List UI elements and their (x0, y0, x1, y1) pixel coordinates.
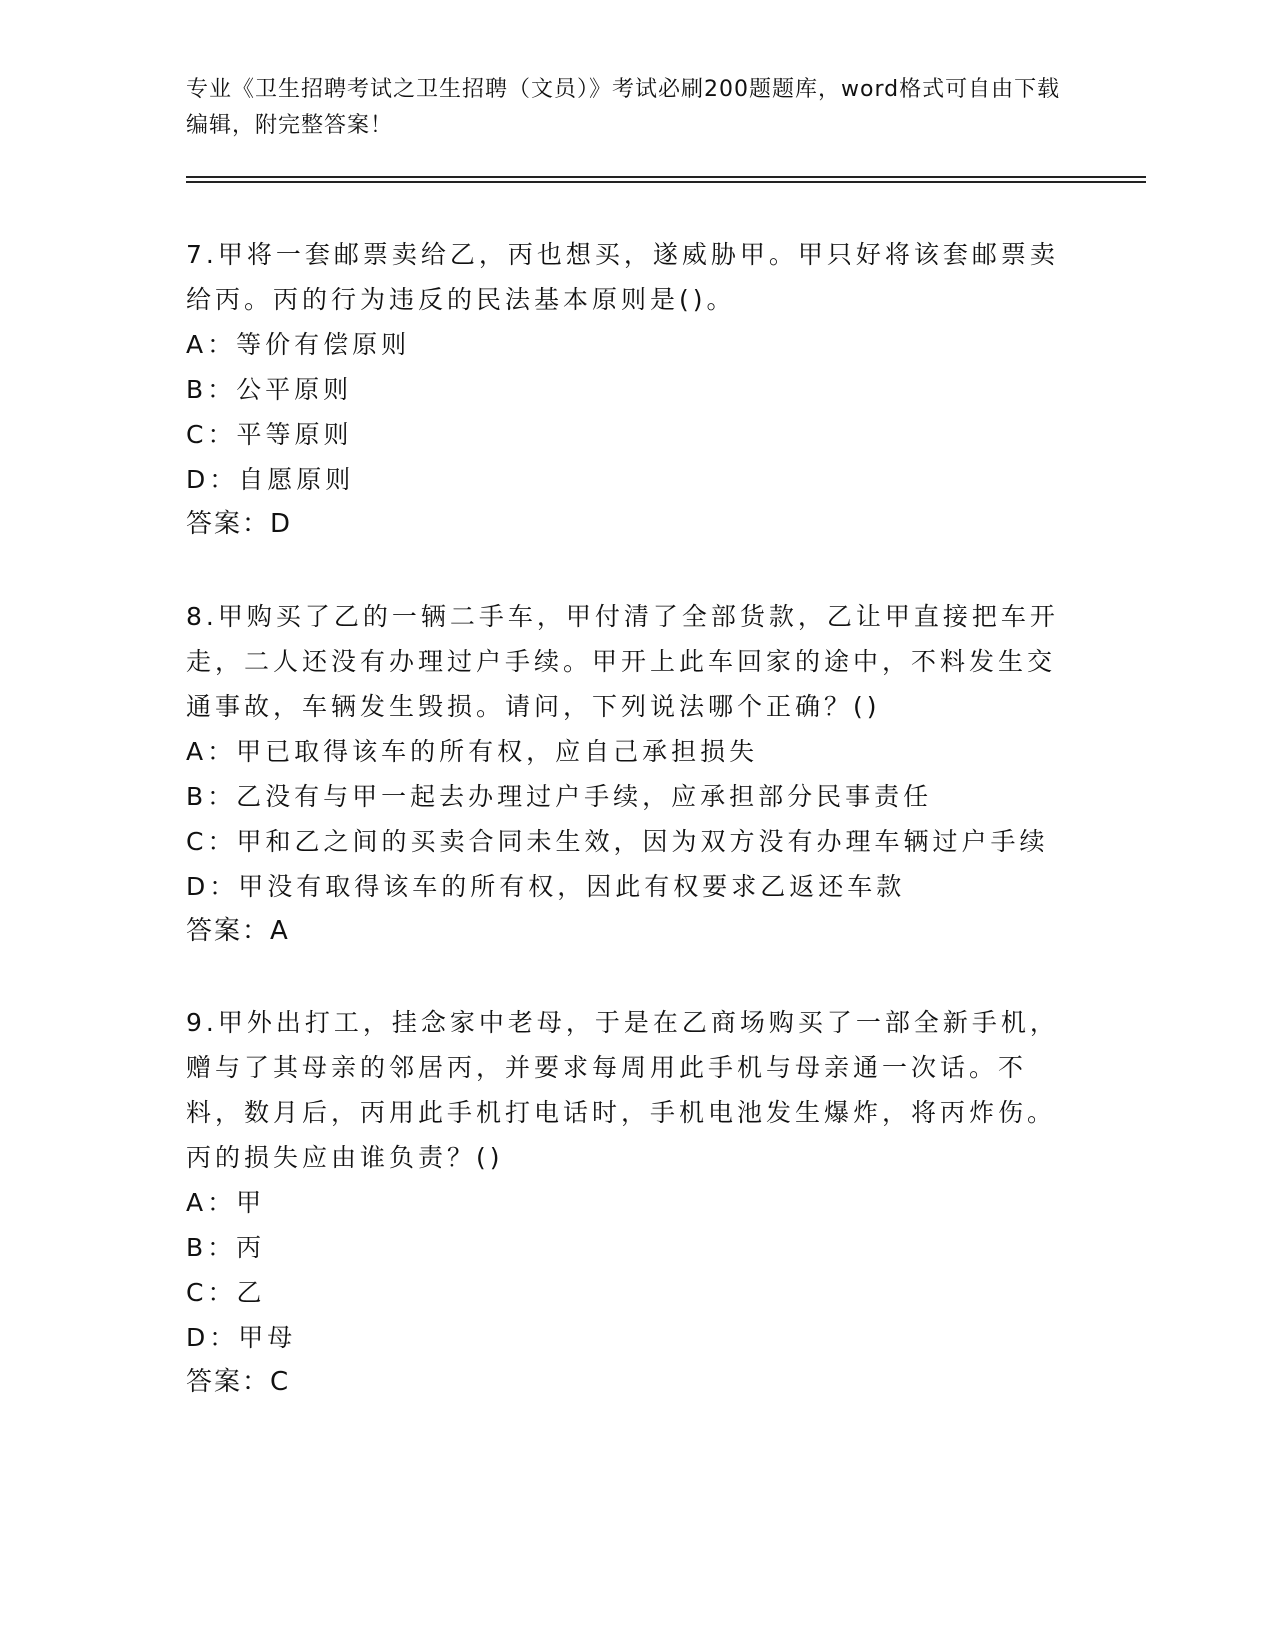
answer-line: 答案：C (186, 1367, 291, 1397)
answer-line: 答案：D (186, 509, 293, 539)
header-divider-bottom (186, 181, 1146, 183)
answer-line: 答案：A (186, 916, 290, 946)
question-9 (186, 1000, 1066, 1405)
option-c: C：甲和乙之间的买卖合同未生效，因为双方没有办理车辆过户手续 (186, 827, 1049, 856)
question-7 (186, 232, 1066, 547)
option-d: D：自愿原则 (186, 465, 355, 494)
option-a: A：甲已取得该车的所有权，应自己承担损失 (186, 737, 759, 766)
document-header: 专业《卫生招聘考试之卫生招聘（文员）》考试必刷200题题库，word格式可自由下载编辑，附完整答案！ (186, 77, 1061, 138)
option-a: A：等价有偿原则 (186, 330, 411, 359)
option-d: D：甲没有取得该车的所有权，因此有权要求乙返还车款 (186, 872, 906, 901)
option-c: C：乙 (186, 1278, 266, 1307)
question-8 (186, 594, 1066, 954)
option-d: D：甲母 (186, 1323, 297, 1352)
option-b: B：公平原则 (186, 375, 353, 404)
option-b: B：丙 (186, 1233, 266, 1262)
option-a: A：甲 (186, 1188, 266, 1217)
option-b: B：乙没有与甲一起去办理过户手续，应承担部分民事责任 (186, 782, 933, 811)
question-stem: 7.甲将一套邮票卖给乙，丙也想买，遂威胁甲。甲只好将该套邮票卖给丙。丙的行为违反的民法基本原则是()。 (186, 240, 1059, 314)
header-divider-top (186, 176, 1146, 178)
option-c: C：平等原则 (186, 420, 353, 449)
question-stem: 8.甲购买了乙的一辆二手车，甲付清了全部货款，乙让甲直接把车开走，二人还没有办理过户手续。甲开上此车回家的途中，不料发生交通事故，车辆发生毁损。请问，下列说法哪个正确？() (186, 602, 1059, 721)
question-stem: 9.甲外出打工，挂念家中老母，于是在乙商场购买了一部全新手机，赠与了其母亲的邻居丙，并要求每周用此手机与母亲通一次话。不料，数月后，丙用此手机打电话时，手机电池发生爆炸，将丙炸伤。丙的损失应由谁负责？() (186, 1008, 1059, 1172)
